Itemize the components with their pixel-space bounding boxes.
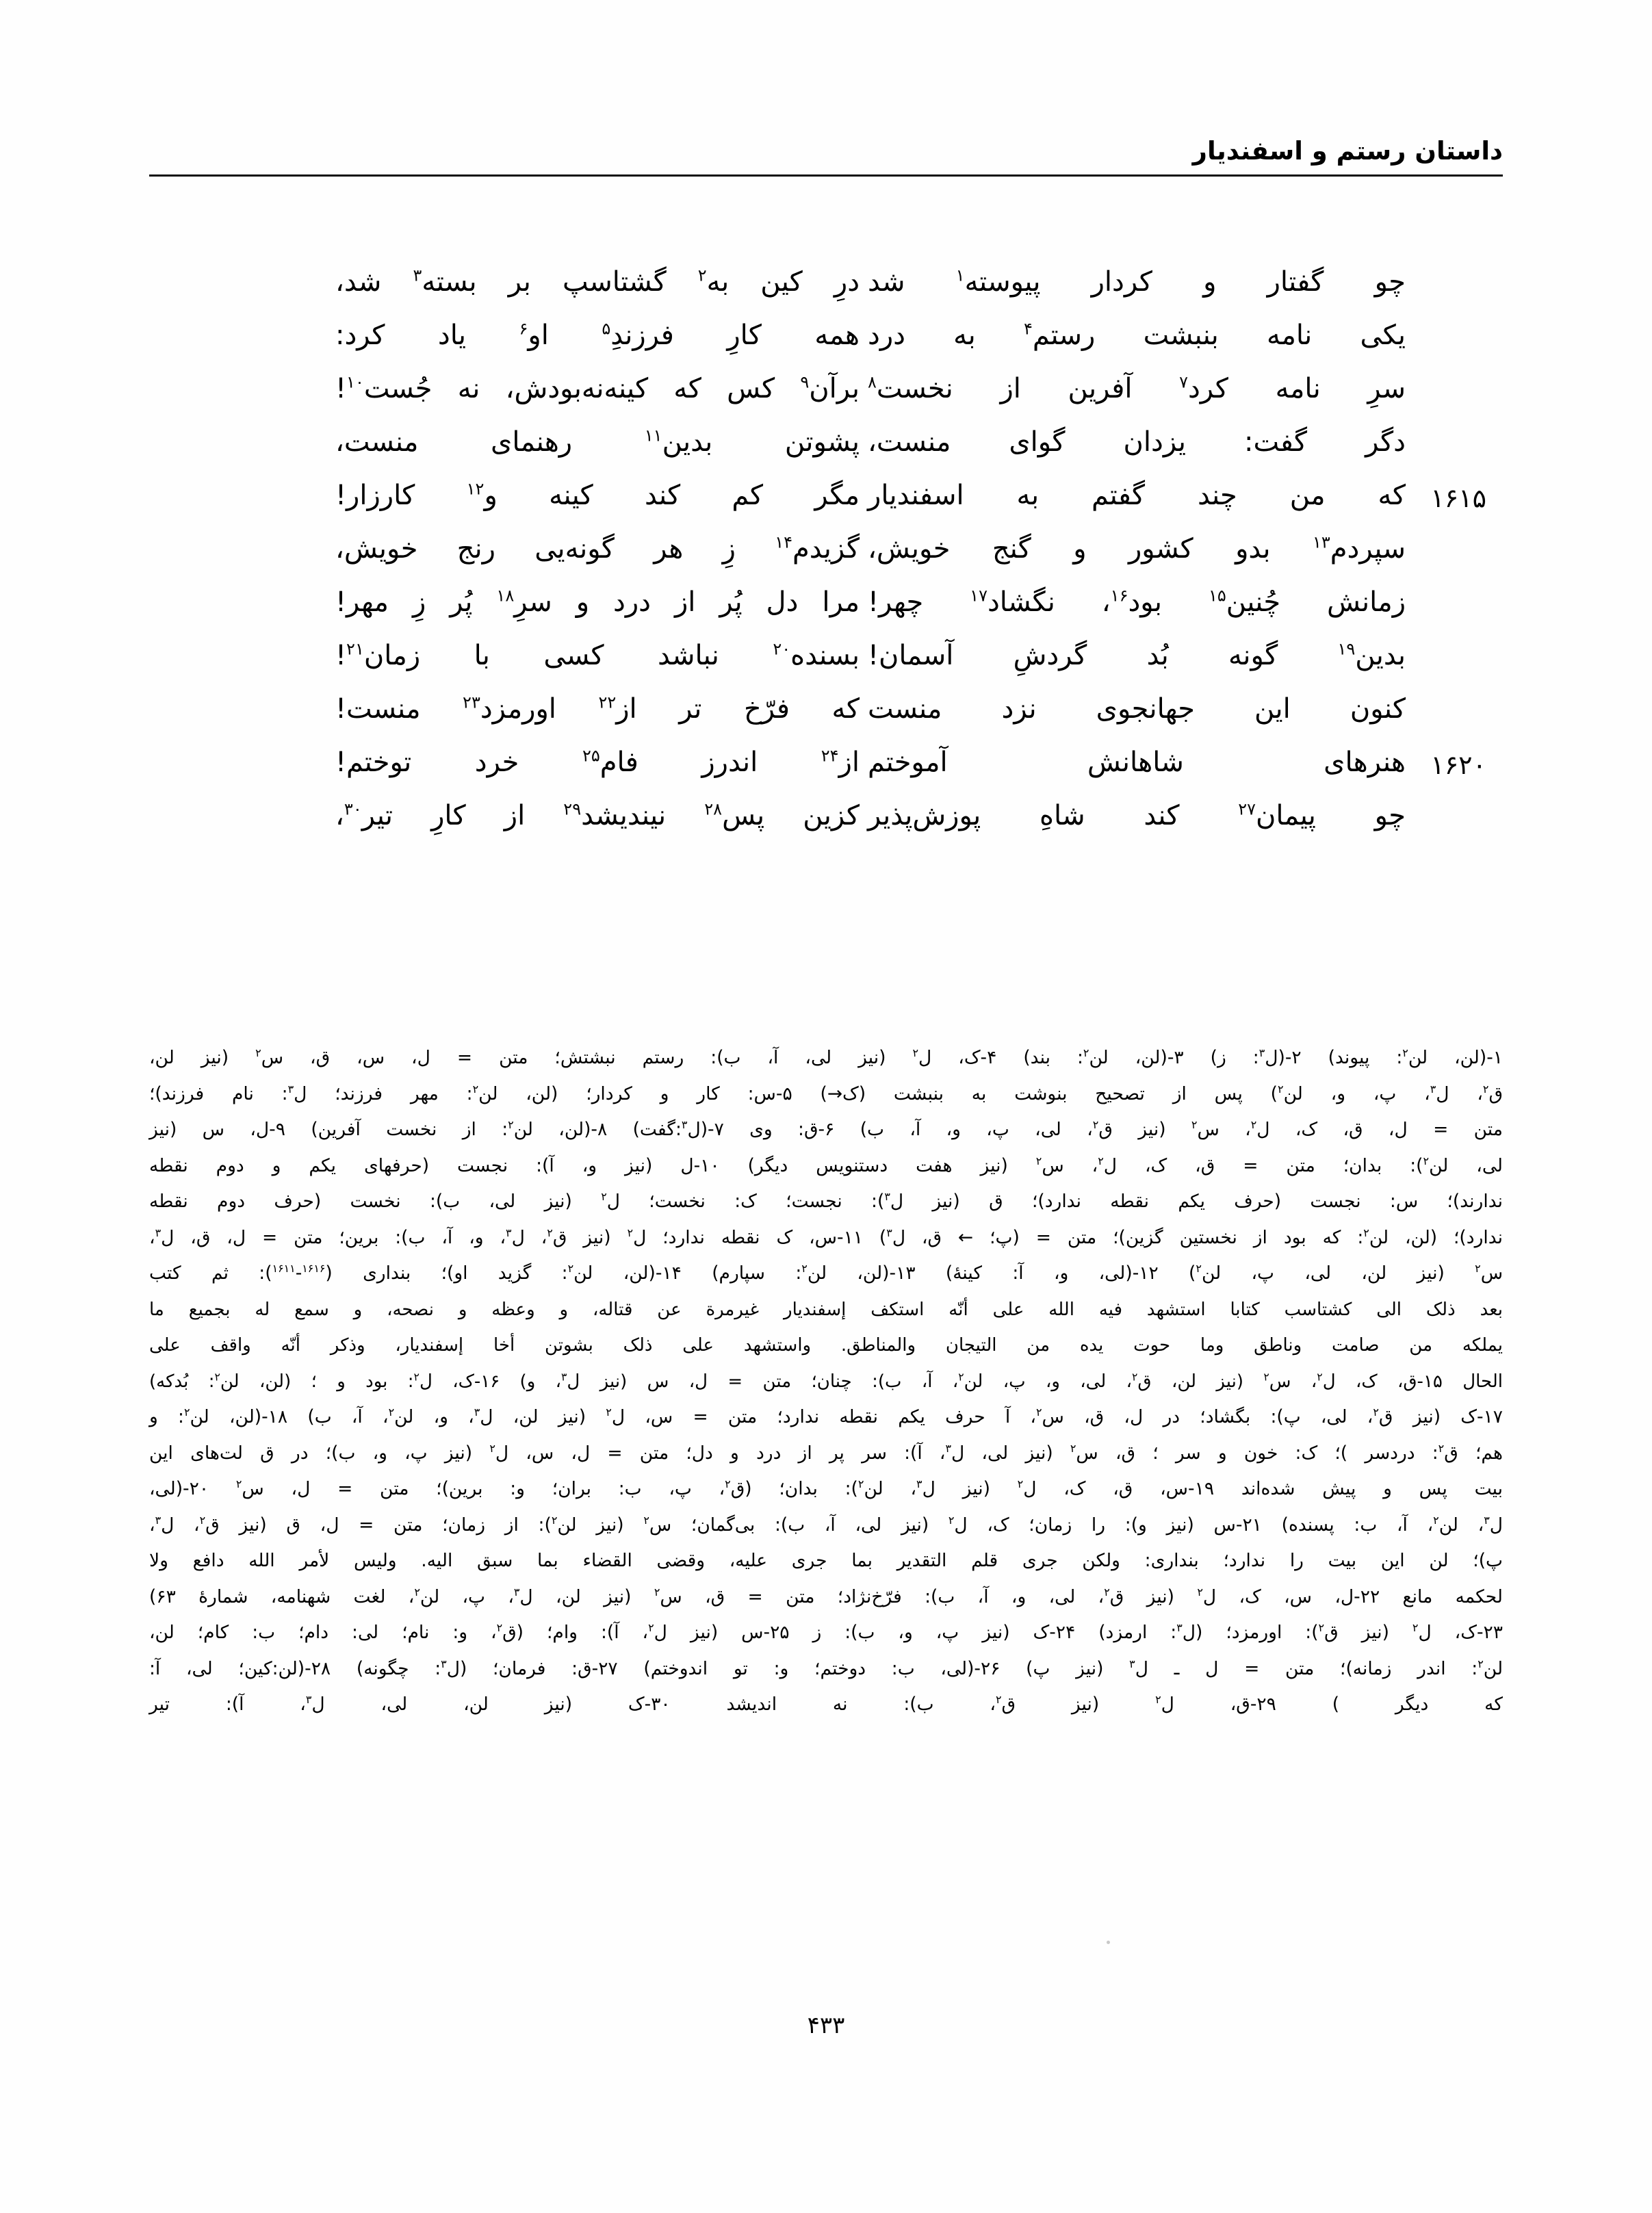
hemistich-first: چو پیمان$^{۲۷}$ کند شاهِ پوزش‌پذیر <box>868 799 1406 831</box>
apparatus-line: س$^۲$ (نیز لن، لی، پ، لن$^۲$) ۱۲-(لی، و، آ: کینهٔ) ۱۳-(لن، لن$^۲$: سپارم) ۱۴-(لن، لن$^۲$: گزید او)؛ بنداری ($^{۱۶۱۶}$-$^{۱۶۱۱}$): ثم کتب <box>149 1262 1503 1284</box>
verse-number: ۱۶۲۰ <box>1430 750 1486 780</box>
verse-line <box>246 532 1406 588</box>
apparatus-line: یملکه من صامت وناطق وما حوت یده من التیجان والمناطق. واستشهد علی ذلک بشوتن أخا إسفندیار، وذکر أنّه واقف علی <box>149 1335 1503 1356</box>
verse-line <box>246 695 1406 749</box>
hemistich-second: درِ کین به$^۲$ گشتاسپ بر بسته$^۳$ شد، <box>335 266 860 298</box>
hemistich-second: گزیدم$^{۱۴}$ زِ هر گونه‌یی رنج خویش، <box>335 532 860 565</box>
hemistich-second: از$^{۲۴}$ اندرز فام$^{۲۵}$ خرد توختم! <box>335 746 860 778</box>
hemistich-second: برآن$^۹$ کس که کینه‌نه‌بودش، نه جُست$^{۱۰}$! <box>335 372 860 404</box>
apparatus-line: ندارد)؛ (لن، لن$^۲$: که بود از نخستین گزین)؛ متن = (پ؛ ← ق، ل$^۳$) ۱۱-س، ک نقطه ندارد؛ ل$^۲$ (نیز ق$^۲$، ل$^۳$، و، آ، ب): برین؛ متن = ل، ق، ل$^۳$، <box>149 1226 1503 1248</box>
hemistich-first: کنون این جهانجوی نزد منست <box>868 693 1406 725</box>
hemistich-second: که فرّخ تر از$^{۲۲}$ اورمزد$^{۲۳}$ منست! <box>335 693 860 725</box>
hemistich-first: زمانش چُنین$^{۱۵}$ بود$^{۱۶}$، نگشاد$^{۱۷}$ چهر! <box>868 586 1406 618</box>
running-header <box>149 115 1503 177</box>
apparatus-line: لی، لن$^۲$): بدان؛ متن = ق، ک، ل$^۲$، س$^۲$ (نیز هفت دستنویس دیگر) ۱۰-ل (نیز و، آ): نجست (حرفهای یکم و دوم نقطه <box>149 1154 1503 1176</box>
verse-line <box>246 639 1406 695</box>
hemistich-first: بدین$^{۱۹}$ گونه بُد گردشِ آسمان! <box>868 639 1406 671</box>
verse-line <box>246 372 1406 428</box>
apparatus-line: که دیگر ) ۲۹-ق، ل$^۲$ (نیز ق$^۲$، ب): نه اندیشد ۳۰-ک (نیز لن، لی، ل$^۳$، آ): تیر <box>149 1693 1503 1715</box>
hemistich-first: چو گفتار و کردار پیوسته$^۱$ شد <box>868 266 1406 298</box>
hemistich-first: که من چند گفتم به اسفندیار <box>868 480 1406 511</box>
verse-number: ۱۶۱۵ <box>1430 483 1486 513</box>
critical-apparatus <box>149 1040 1503 1723</box>
verse-line <box>246 746 1486 802</box>
folio-number: ۴۳۳ <box>807 2012 845 2039</box>
verse-line <box>246 588 1406 642</box>
verse-block <box>246 266 1486 855</box>
hemistich-second: مرا دل پُر از درد و سرِ$^{۱۸}$ پُر زِ مهر! <box>335 586 860 618</box>
apparatus-line: ۱-(لن، لن$^۲$: پیوند) ۲-(ل$^۳$: ز) ۳-(لن، لن$^۲$: بند) ۴-ک، ل$^۲$ (نیز لی، آ، ب): رستم نبشتش؛ متن = ل، س، ق، س$^۲$ (نیز لن، <box>149 1046 1503 1068</box>
hemistich-second: کزین پس$^{۲۸}$ نیندیشد$^{۲۹}$ از کارِ تیر$^{۳۰}$، <box>335 799 860 831</box>
hemistich-first: هنرهای شاهانش آموختم <box>868 747 1406 778</box>
apparatus-line: هم؛ ق$^۲$: دردسر )؛ ک: خون و سر ؛ ق، س$^۲$ (نیز لی، ل$^۳$، آ): سر پر از درد و دل؛ متن = ل، س، ل$^۲$ (نیز پ، و، ب)؛ در ق لت‌های این <box>149 1441 1503 1464</box>
apparatus-line: بیت پس و پیش شده‌اند ۱۹-س، ق، ک، ل$^۲$ (نیز ل$^۳$، لن$^۲$): بدان؛ (ق$^۲$، پ، ب: بران؛ و: برین)؛ متن = ل، س$^۲$ ۲۰-(لی، <box>149 1477 1503 1499</box>
apparatus-line: ۲۳-ک، ل$^۲$ (نیز ق$^۲$): اورمزد؛ (ل$^۳$: ارمزد) ۲۴-ک (نیز پ، و، ب): ز ۲۵-س (نیز ل$^۲$، آ): وام؛ (ق$^۲$، و: نام؛ لی: دام؛ ب: کام؛ لن، <box>149 1621 1503 1643</box>
hemistich-second: مگر کم کند کینه و$^{۱۲}$ کارزار! <box>335 479 860 511</box>
verse-line <box>246 268 1406 322</box>
apparatus-line: لن$^۲$: اندر زمانه)؛ متن = ل ـ ل$^۳$ (نیز پ) ۲۶-(لی، ب: دوختم؛ و: تو اندوختم) ۲۷-ق: فرمان؛ (ل$^۳$: چگونه) ۲۸-(لن:کین؛ لی، آ: <box>149 1657 1503 1679</box>
apparatus-line: متن = ل، ق، ک، ل$^۲$، س$^۲$ (نیز ق$^۲$، لی، پ، و، آ، ب) ۶-ق: وی ۷-(ل$^۳$:گفت) ۸-(لن، لن$^۲$: از نخست آفرین) ۹-ل، س (نیز <box>149 1118 1503 1140</box>
verse-line <box>246 428 1406 482</box>
verse-line <box>246 319 1406 375</box>
header-divider-rule <box>149 174 1503 177</box>
apparatus-line: الحال ۱۵-ق، ک، ل$^۲$، س$^۲$ (نیز لن، ق$^۲$، لی، و، پ، لن$^۲$، آ، ب): چنان؛ متن = ل، س (نیز ل$^۳$، و) ۱۶-ک، ل$^۲$: بود و ؛ (لن، لن$^۲$: بُدکه) <box>149 1370 1503 1392</box>
hemistich-first: دگر گفت: یزدان گوای منست، <box>868 426 1406 458</box>
page-title: داستان رستم و اسفندیار <box>1192 136 1503 166</box>
apparatus-line: پ)؛ لن این بیت را ندارد؛ بنداری: ولکن جری قلم التقدیر بما جری علیه، وقضی القضاء بما سبق الیه. ولیس لأمر الله دافع ولا <box>149 1550 1503 1571</box>
hemistich-first: سرِ نامه کرد$^۷$ آفرین از نخست$^۸$ <box>868 372 1406 404</box>
hemistich-second: پشوتن بدین$^{۱۱}$ رهنمای منست، <box>335 426 860 458</box>
hemistich-first: یکی نامه بنبشت رستم$^۴$ به درد <box>868 319 1406 351</box>
verse-line <box>246 479 1486 535</box>
verse-line <box>246 799 1406 855</box>
apparatus-line: ل$^۳$، لن$^۲$، آ، ب: پسنده) ۲۱-س (نیز و): را زمان؛ ک، ل$^۲$ (نیز لی، آ، ب): بی‌گمان؛ س$^۲$ (نیز لن$^۲$): از زمان؛ متن = ل، ق (نیز ق$^۲$، ل$^۳$، <box>149 1513 1503 1536</box>
apparatus-line: ق$^۲$، ل$^۳$، پ، و، لن$^۲$) پس از تصحیح بنوشت به بنبشت (ک→) ۵-س: کار و کردار؛ (لن، لن$^۲$: مهر فرزند؛ ل$^۳$: نام فرزند)؛ <box>149 1082 1503 1104</box>
hemistich-second: بسنده$^{۲۰}$ نباشد کسی با زمان$^{۲۱}$! <box>335 639 860 671</box>
apparatus-line: ندارند)؛ س: نجست (حرف یکم نقطه ندارد)؛ ق (نیز ل$^۳$): نجست؛ ک: نخست؛ ل$^۲$ (نیز لی، ب): نخست (حرف دوم نقطه <box>149 1190 1503 1212</box>
apparatus-line: لحکمه مانع ۲۲-ل، س، ک، ل$^۲$ (نیز ق$^۲$، لی، و، آ، ب): فرّخ‌نژاد؛ متن = ق، س$^۲$ (نیز لن، ل$^۳$، پ، لن$^۲$، لغت شهنامه، شمارهٔ ۶۳) <box>149 1585 1503 1607</box>
scan-speck <box>1107 1941 1110 1944</box>
hemistich-first: سپردم$^{۱۳}$ بدو کشور و گنج خویش، <box>868 532 1406 565</box>
apparatus-line: ۱۷-ک (نیز ق$^۲$، لی، پ): بگشاد؛ در ل، ق، س$^۲$، آ حرف یکم نقطه ندارد؛ متن = س، ل$^۲$ (نیز لن، ل$^۳$، و، لن$^۲$، آ، ب) ۱۸-(لن، لن$^۲$: و <box>149 1406 1503 1427</box>
apparatus-line: بعد ذلک الی کشتاسب کتابا استشهد فیه الله علی أنّه استکف إسفندیار غیرمرة عن قتاله، و وعظه و نصحه، و سمع له بجمیع ما <box>149 1299 1503 1320</box>
hemistich-second: همه کارِ فرزندِ$^۵$ او$^۶$ یاد کرد: <box>335 319 860 351</box>
